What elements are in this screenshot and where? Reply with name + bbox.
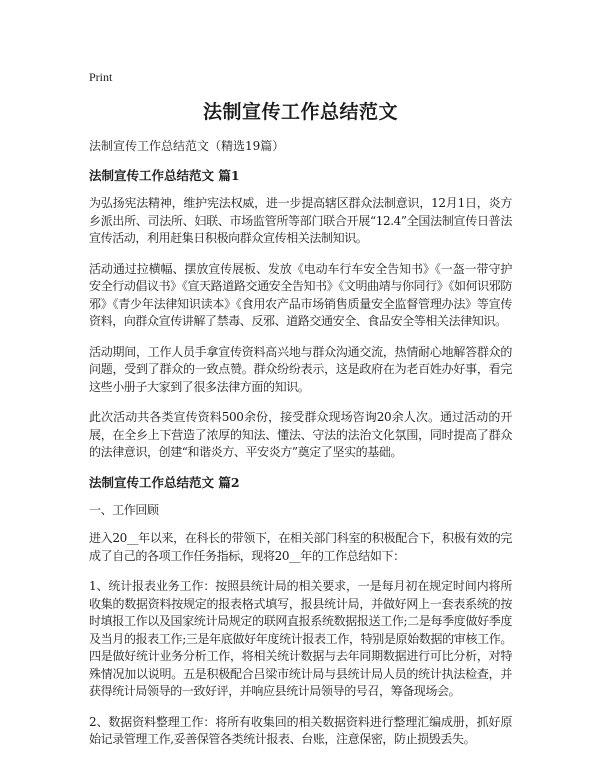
paragraph: 1、统计报表业务工作：按照县统计局的相关要求，一是每月初在规定时间内将所收集的数据资料按规定的报表格式填写，报县统计局，并做好网上一套表系统的按时填报工作以及国家统计局规定的联网直报系统数据报送工作;二是每季度做好季度及当月的报表工作;三是年底做好年度统计报表工作，特别是原始数据的审核工作。四是做好统计业务分析工作，将相关统计数据与去年同期数据进行可比分析，对特殊情况加以说明。五是积极配合吕梁市统计局与县统计局人员的统计执法检查，并获得统计局领导的一致好评，并响应县统计局领导的号召，筹备现场会。 [89,579,512,698]
paragraph: 进入20__年以来，在科长的带领下，在相关部门科室的积极配合下，积极有效的完成了自己的各项工作任务指标，现将20__年的工作总结如下： [89,531,512,563]
document-subtitle: 法制宣传工作总结范文（精选19篇） [89,139,285,153]
paragraph: 活动期间，工作人员手拿宣传资料高兴地与群众沟通交流，热情耐心地解答群众的问题，受到了群众的一致点赞。群众纷纷表示，这是政府在为老百姓办好事，看完这些小册子大家到了很多法律方面的知识。 [89,344,512,394]
section-heading: 法制宣传工作总结范文 篇1 [89,168,240,183]
section-heading: 法制宣传工作总结范文 篇2 [89,474,240,490]
paragraph: 一、工作回顾 [89,502,159,517]
paragraph: 此次活动共各类宣传资料500余份，接受群众现场咨询20余人次。通过活动的开展，在全乡上下营造了浓厚的知法、懂法、守法的法治文化氛围，同时提高了群众的法律意识，创建“和谐炎方、平安炎方”奠定了坚实的基础。 [89,410,512,459]
print-link[interactable]: Print [89,70,113,84]
paragraph: 为弘扬宪法精神，维护宪法权威，进一步提高辖区群众法制意识，12月1日，炎方乡派出所、司法所、妇联、市场监管所等部门联合开展“12.4”全国法制宣传日普法宣传活动，利用赶集日积极向群众宣传相关法制知识。 [89,196,512,245]
paragraph: 活动通过拉横幅、摆放宣传展板、发放《电动车行车安全告知书》《一盔一带守护安全行动倡议书》《宣天路道路交通安全告知书》《文明曲靖与你同行》《如何识邪防邪》《青少年法律知识读本》《食用农产品市场销售质量安全监督管理办法》等宣传资料，向群众宣传讲解了禁毒、反邪、道路交通安全、食品安全等相关法律知识。 [89,261,512,328]
section-2 [89,475,512,749]
document-title: 法制宣传工作总结范文 [202,101,398,123]
section-1 [89,168,512,462]
paragraph: 2、数据资料整理工作：将所有收集回的相关数据资料进行整理汇编成册，抓好原始记录管理工作,妥善保管各类统计报表、台账，注意保密，防止损毁丢失。 [89,714,512,746]
